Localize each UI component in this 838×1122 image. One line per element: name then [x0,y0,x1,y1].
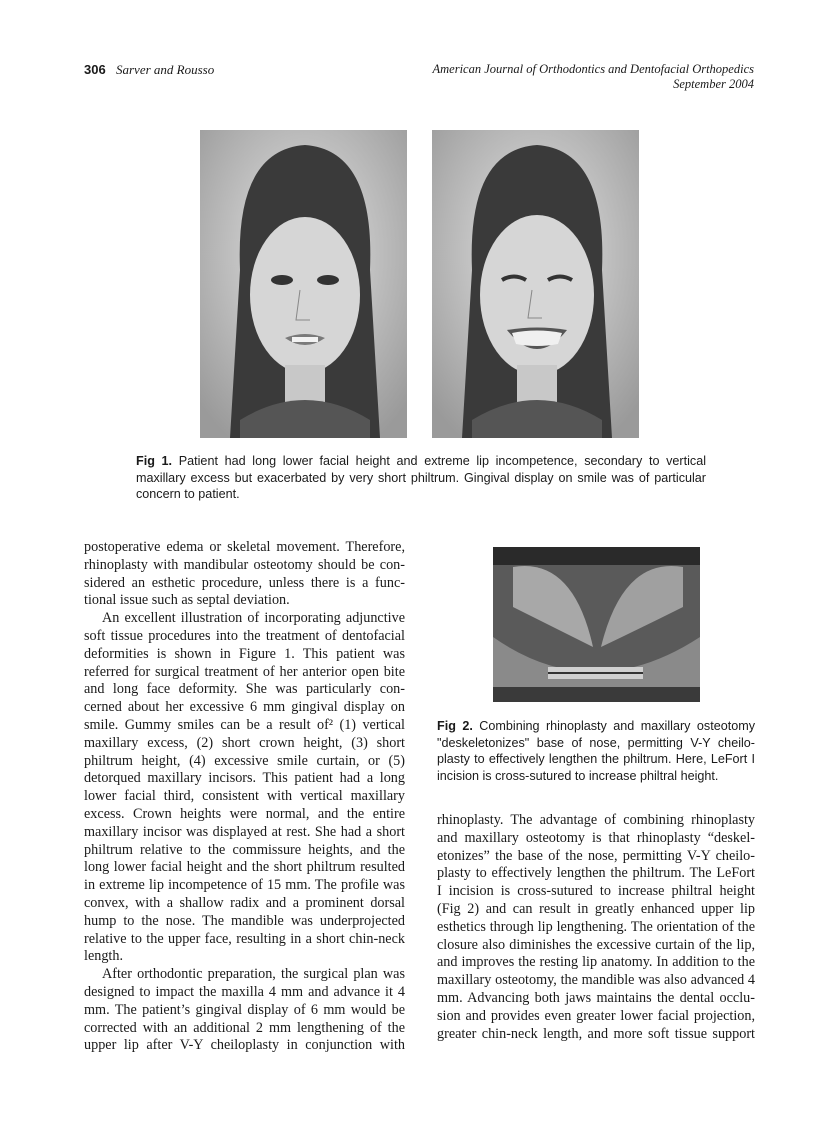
running-authors: Sarver and Rousso [116,62,215,77]
text-line: closure also diminishes the excessive curtain of the lip, [437,936,755,953]
text-line: sidered an esthetic procedure, unless there is a func- [84,574,405,591]
text-line: excess. Crown heights were normal, and the entire [84,805,405,822]
fig1-caption [136,453,706,503]
text-line: plasty to effectively lengthen the philtrum. The LeFort [437,865,755,882]
text-line: designed to impact the maxilla 4 mm and advance it 4 [84,983,405,1000]
text-line: in extreme lip incompetence of 15 mm. The profile was [84,877,405,894]
text-line: philtrum relative to the commissure heights, and the [84,841,405,858]
journal-issue: September 2004 [673,77,754,91]
fig1-photo-rest [200,130,407,438]
text-line: tional issue such as septal deviation. [84,592,290,609]
text-line: deformities is shown in Figure 1. This patient was [84,645,405,662]
text-line: smile. Gummy smiles can be a result of² (1) vertical [84,716,405,733]
text-line: lower facial third, consistent with vertical maxillary [84,788,405,805]
left-column-text [84,539,405,1055]
fig1-label: Fig 1. [136,454,173,468]
text-line: and long face deformity. She was particularly con- [84,681,405,698]
text-line: convex, with a shallow radix and a prominent dorsal [84,894,405,911]
right-column-text [437,812,755,1043]
text-line: postoperative edema or skeletal movement. Therefore, [84,539,405,555]
text-line: mm. The patient’s gingival display of 6 mm would be [84,1001,405,1018]
text-line: soft tissue procedures into the treatment of dentofacial [84,627,405,644]
text-line: relative to the upper face, resulting in a short chin-neck [84,930,405,947]
text-line: corrected with an additional 2 mm lengthening of the [84,1019,405,1036]
text-line: etonizes” the base of the nose, permitting V-Y cheilo- [437,847,755,864]
text-line: maxillary incisor was displayed at rest. She had a short [84,823,405,840]
text-line: maxillary osteotomy, the mandible was also advanced 4 [437,972,755,989]
fig2-label: Fig 2. [437,719,473,733]
text-line: greater chin-neck length, and more soft tissue support [437,1025,755,1042]
text-line: I incision is cross-sutured to increase philtral height [437,883,755,900]
text-line: long lower facial height and the short philtrum resulted [84,859,405,876]
fig2-photo [493,547,700,702]
text-line: (Fig 2) and can result in greatly enhanced upper lip [437,900,755,917]
text-line: rhinoplasty with mandibular osteotomy should be con- [84,556,405,573]
fig1-caption-text: Patient had long lower facial height and extreme lip incompetence, secondary to vertical maxillary excess but exacerbated by very short philtrum. Gingival display on smile was of particular concern to patient. [136,454,707,501]
text-line: After orthodontic preparation, the surgical plan was [102,966,405,983]
text-line: hump to the nose. The mandible was underprojected [84,912,405,929]
text-line: esthetics through lip lengthening. The orientation of the [437,918,755,935]
text-line: sion and provides even greater lower facial projection, [437,1007,755,1024]
fig2-caption-text: Combining rhinoplasty and maxillary osteotomy "deskeletonizes" base of nose, permitting V-Y cheilo- plasty to effectively lengthen the philtrum. Here, LeFort I incision is cross-sutured to increase philtral height. [437,719,755,783]
text-line: cerned about her excessive 6 mm gingival display on [84,699,405,716]
text-line: detorqued maxillary incisors. This patient had a long [84,770,405,787]
text-line: rhinoplasty. The advantage of combining rhinoplasty [437,812,755,828]
text-line: maxillary excess, (2) short crown height, (3) short [84,734,405,751]
page-number: 306 [84,62,106,77]
fig1-photo-smile [432,130,639,438]
text-line: upper lip after V-Y cheiloplasty in conjunction with [84,1037,405,1054]
fig2-caption [437,718,755,784]
text-line: length. [84,948,124,965]
text-line: An excellent illustration of incorporating adjunctive [102,610,405,627]
running-journal [433,62,755,92]
text-line: referred for surgical treatment of her anterior open bite [84,663,405,680]
journal-title: American Journal of Orthodontics and Dentofacial Orthopedics [432,62,754,76]
text-line: philtrum height, (4) excessive smile curtain, or (5) [84,752,405,769]
text-line: mm. Advancing both jaws maintains the dental occlu- [437,989,755,1006]
text-line: and improves the resting lip anatomy. In addition to the [437,954,755,971]
text-line: and maxillary osteotomy is that rhinoplasty “deskel- [437,829,755,846]
